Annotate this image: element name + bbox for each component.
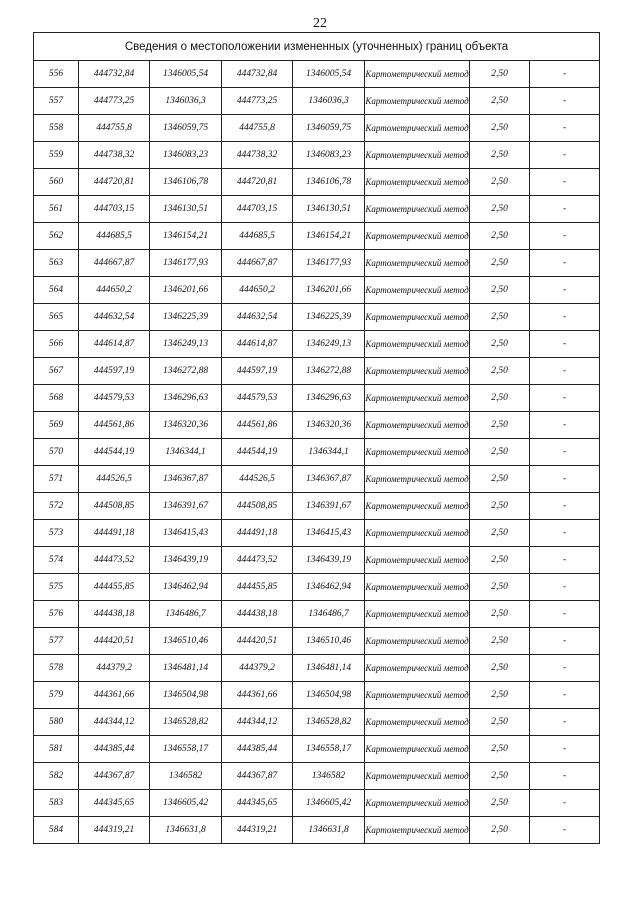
existing-x-cell: 444667,87 (79, 250, 150, 277)
accuracy-cell: 2,50 (470, 304, 530, 331)
existing-y-cell: 1346225,39 (150, 304, 222, 331)
new-y-cell: 1346415,43 (293, 520, 365, 547)
table-row (34, 331, 600, 358)
point-number-cell: 565 (34, 304, 79, 331)
method-cell: Картометрический метод (365, 142, 470, 169)
accuracy-cell: 2,50 (470, 331, 530, 358)
method-cell: Картометрический метод (365, 547, 470, 574)
new-x-cell: 444720,81 (222, 169, 293, 196)
existing-x-cell: 444385,44 (79, 736, 150, 763)
existing-y-cell: 1346558,17 (150, 736, 222, 763)
note-cell: - (530, 601, 600, 628)
note-cell: - (530, 412, 600, 439)
point-number-cell: 582 (34, 763, 79, 790)
new-x-cell: 444319,21 (222, 817, 293, 844)
note-cell: - (530, 709, 600, 736)
accuracy-cell: 2,50 (470, 439, 530, 466)
accuracy-cell: 2,50 (470, 412, 530, 439)
table-title-row (34, 33, 600, 61)
existing-x-cell: 444345,65 (79, 790, 150, 817)
existing-y-cell: 1346320,36 (150, 412, 222, 439)
new-x-cell: 444345,65 (222, 790, 293, 817)
accuracy-cell: 2,50 (470, 574, 530, 601)
existing-x-cell: 444738,32 (79, 142, 150, 169)
note-cell: - (530, 169, 600, 196)
existing-y-cell: 1346106,78 (150, 169, 222, 196)
existing-x-cell: 444579,53 (79, 385, 150, 412)
accuracy-cell: 2,50 (470, 547, 530, 574)
existing-x-cell: 444773,25 (79, 88, 150, 115)
new-y-cell: 1346154,21 (293, 223, 365, 250)
point-number-cell: 583 (34, 790, 79, 817)
existing-y-cell: 1346036,3 (150, 88, 222, 115)
accuracy-cell: 2,50 (470, 223, 530, 250)
existing-y-cell: 1346528,82 (150, 709, 222, 736)
method-cell: Картометрический метод (365, 709, 470, 736)
note-cell: - (530, 196, 600, 223)
accuracy-cell: 2,50 (470, 493, 530, 520)
existing-x-cell: 444703,15 (79, 196, 150, 223)
new-y-cell: 1346059,75 (293, 115, 365, 142)
table-row (34, 601, 600, 628)
boundary-coordinates-table (33, 32, 600, 844)
accuracy-cell: 2,50 (470, 385, 530, 412)
accuracy-cell: 2,50 (470, 277, 530, 304)
method-cell: Картометрический метод (365, 412, 470, 439)
new-x-cell: 444473,52 (222, 547, 293, 574)
new-y-cell: 1346320,36 (293, 412, 365, 439)
note-cell: - (530, 304, 600, 331)
method-cell: Картометрический метод (365, 817, 470, 844)
method-cell: Картометрический метод (365, 790, 470, 817)
point-number-cell: 558 (34, 115, 79, 142)
existing-y-cell: 1346005,54 (150, 61, 222, 88)
method-cell: Картометрический метод (365, 61, 470, 88)
accuracy-cell: 2,50 (470, 250, 530, 277)
new-x-cell: 444597,19 (222, 358, 293, 385)
new-y-cell: 1346344,1 (293, 439, 365, 466)
table-row (34, 709, 600, 736)
table-row (34, 547, 600, 574)
new-x-cell: 444632,54 (222, 304, 293, 331)
new-x-cell: 444773,25 (222, 88, 293, 115)
existing-x-cell: 444526,5 (79, 466, 150, 493)
new-x-cell: 444420,51 (222, 628, 293, 655)
existing-x-cell: 444361,66 (79, 682, 150, 709)
table-row (34, 250, 600, 277)
existing-y-cell: 1346631,8 (150, 817, 222, 844)
existing-x-cell: 444561,86 (79, 412, 150, 439)
note-cell: - (530, 250, 600, 277)
point-number-cell: 579 (34, 682, 79, 709)
new-x-cell: 444491,18 (222, 520, 293, 547)
new-x-cell: 444579,53 (222, 385, 293, 412)
accuracy-cell: 2,50 (470, 466, 530, 493)
new-y-cell: 1346272,88 (293, 358, 365, 385)
table-row (34, 358, 600, 385)
method-cell: Картометрический метод (365, 331, 470, 358)
point-number-cell: 566 (34, 331, 79, 358)
method-cell: Картометрический метод (365, 358, 470, 385)
method-cell: Картометрический метод (365, 196, 470, 223)
table-row (34, 466, 600, 493)
existing-y-cell: 1346391,67 (150, 493, 222, 520)
new-x-cell: 444738,32 (222, 142, 293, 169)
table-row (34, 493, 600, 520)
new-y-cell: 1346083,23 (293, 142, 365, 169)
point-number-cell: 559 (34, 142, 79, 169)
method-cell: Картометрический метод (365, 250, 470, 277)
new-x-cell: 444561,86 (222, 412, 293, 439)
existing-y-cell: 1346249,13 (150, 331, 222, 358)
existing-y-cell: 1346201,66 (150, 277, 222, 304)
point-number-cell: 573 (34, 520, 79, 547)
table-row (34, 304, 600, 331)
existing-x-cell: 444455,85 (79, 574, 150, 601)
table-row (34, 655, 600, 682)
note-cell: - (530, 277, 600, 304)
note-cell: - (530, 142, 600, 169)
accuracy-cell: 2,50 (470, 115, 530, 142)
existing-y-cell: 1346059,75 (150, 115, 222, 142)
method-cell: Картометрический метод (365, 385, 470, 412)
new-y-cell: 1346296,63 (293, 385, 365, 412)
note-cell: - (530, 88, 600, 115)
note-cell: - (530, 790, 600, 817)
point-number-cell: 569 (34, 412, 79, 439)
existing-y-cell: 1346439,19 (150, 547, 222, 574)
new-y-cell: 1346391,67 (293, 493, 365, 520)
method-cell: Картометрический метод (365, 601, 470, 628)
accuracy-cell: 2,50 (470, 790, 530, 817)
existing-x-cell: 444379,2 (79, 655, 150, 682)
existing-x-cell: 444755,8 (79, 115, 150, 142)
new-y-cell: 1346439,19 (293, 547, 365, 574)
existing-x-cell: 444614,87 (79, 331, 150, 358)
note-cell: - (530, 385, 600, 412)
existing-y-cell: 1346486,7 (150, 601, 222, 628)
accuracy-cell: 2,50 (470, 817, 530, 844)
note-cell: - (530, 763, 600, 790)
table-row (34, 736, 600, 763)
note-cell: - (530, 655, 600, 682)
new-x-cell: 444361,66 (222, 682, 293, 709)
table-row (34, 277, 600, 304)
table-row (34, 115, 600, 142)
method-cell: Картометрический метод (365, 574, 470, 601)
method-cell: Картометрический метод (365, 682, 470, 709)
existing-x-cell: 444544,19 (79, 439, 150, 466)
new-x-cell: 444614,87 (222, 331, 293, 358)
point-number-cell: 581 (34, 736, 79, 763)
existing-y-cell: 1346367,87 (150, 466, 222, 493)
note-cell: - (530, 61, 600, 88)
new-x-cell: 444438,18 (222, 601, 293, 628)
new-x-cell: 444455,85 (222, 574, 293, 601)
method-cell: Картометрический метод (365, 763, 470, 790)
existing-y-cell: 1346605,42 (150, 790, 222, 817)
method-cell: Картометрический метод (365, 466, 470, 493)
table-body (34, 33, 600, 844)
new-y-cell: 1346510,46 (293, 628, 365, 655)
new-y-cell: 1346225,39 (293, 304, 365, 331)
existing-y-cell: 1346296,63 (150, 385, 222, 412)
note-cell: - (530, 331, 600, 358)
accuracy-cell: 2,50 (470, 196, 530, 223)
existing-y-cell: 1346415,43 (150, 520, 222, 547)
new-y-cell: 1346631,8 (293, 817, 365, 844)
point-number-cell: 576 (34, 601, 79, 628)
existing-x-cell: 444473,52 (79, 547, 150, 574)
table-row (34, 196, 600, 223)
point-number-cell: 580 (34, 709, 79, 736)
existing-y-cell: 1346481,14 (150, 655, 222, 682)
new-y-cell: 1346504,98 (293, 682, 365, 709)
note-cell: - (530, 682, 600, 709)
note-cell: - (530, 520, 600, 547)
new-y-cell: 1346106,78 (293, 169, 365, 196)
existing-y-cell: 1346272,88 (150, 358, 222, 385)
new-x-cell: 444755,8 (222, 115, 293, 142)
method-cell: Картометрический метод (365, 520, 470, 547)
table-row (34, 574, 600, 601)
point-number-cell: 572 (34, 493, 79, 520)
note-cell: - (530, 115, 600, 142)
page-number: 22 (313, 16, 327, 31)
existing-y-cell: 1346462,94 (150, 574, 222, 601)
new-y-cell: 1346605,42 (293, 790, 365, 817)
method-cell: Картометрический метод (365, 493, 470, 520)
point-number-cell: 567 (34, 358, 79, 385)
existing-x-cell: 444491,18 (79, 520, 150, 547)
new-y-cell: 1346367,87 (293, 466, 365, 493)
accuracy-cell: 2,50 (470, 682, 530, 709)
existing-y-cell: 1346504,98 (150, 682, 222, 709)
accuracy-cell: 2,50 (470, 763, 530, 790)
method-cell: Картометрический метод (365, 277, 470, 304)
existing-y-cell: 1346510,46 (150, 628, 222, 655)
note-cell: - (530, 358, 600, 385)
method-cell: Картометрический метод (365, 169, 470, 196)
existing-x-cell: 444650,2 (79, 277, 150, 304)
method-cell: Картометрический метод (365, 736, 470, 763)
existing-x-cell: 444438,18 (79, 601, 150, 628)
existing-x-cell: 444597,19 (79, 358, 150, 385)
table-row (34, 412, 600, 439)
accuracy-cell: 2,50 (470, 169, 530, 196)
existing-y-cell: 1346344,1 (150, 439, 222, 466)
note-cell: - (530, 574, 600, 601)
table-row (34, 142, 600, 169)
new-x-cell: 444650,2 (222, 277, 293, 304)
point-number-cell: 563 (34, 250, 79, 277)
new-x-cell: 444732,84 (222, 61, 293, 88)
point-number-cell: 575 (34, 574, 79, 601)
note-cell: - (530, 466, 600, 493)
method-cell: Картометрический метод (365, 439, 470, 466)
table-row (34, 439, 600, 466)
note-cell: - (530, 628, 600, 655)
new-y-cell: 1346462,94 (293, 574, 365, 601)
accuracy-cell: 2,50 (470, 142, 530, 169)
existing-x-cell: 444508,85 (79, 493, 150, 520)
table-row (34, 385, 600, 412)
new-x-cell: 444367,87 (222, 763, 293, 790)
new-x-cell: 444667,87 (222, 250, 293, 277)
existing-x-cell: 444367,87 (79, 763, 150, 790)
point-number-cell: 568 (34, 385, 79, 412)
existing-y-cell: 1346177,93 (150, 250, 222, 277)
existing-x-cell: 444720,81 (79, 169, 150, 196)
table-row (34, 817, 600, 844)
existing-x-cell: 444632,54 (79, 304, 150, 331)
new-y-cell: 1346036,3 (293, 88, 365, 115)
method-cell: Картометрический метод (365, 88, 470, 115)
existing-y-cell: 1346130,51 (150, 196, 222, 223)
new-x-cell: 444379,2 (222, 655, 293, 682)
point-number-cell: 557 (34, 88, 79, 115)
new-y-cell: 1346201,66 (293, 277, 365, 304)
new-x-cell: 444385,44 (222, 736, 293, 763)
method-cell: Картометрический метод (365, 304, 470, 331)
new-y-cell: 1346130,51 (293, 196, 365, 223)
accuracy-cell: 2,50 (470, 520, 530, 547)
point-number-cell: 562 (34, 223, 79, 250)
table-row (34, 682, 600, 709)
existing-x-cell: 444685,5 (79, 223, 150, 250)
note-cell: - (530, 493, 600, 520)
point-number-cell: 574 (34, 547, 79, 574)
point-number-cell: 584 (34, 817, 79, 844)
existing-x-cell: 444344,12 (79, 709, 150, 736)
table-row (34, 520, 600, 547)
existing-x-cell: 444732,84 (79, 61, 150, 88)
existing-y-cell: 1346083,23 (150, 142, 222, 169)
accuracy-cell: 2,50 (470, 709, 530, 736)
table-row (34, 169, 600, 196)
existing-x-cell: 444420,51 (79, 628, 150, 655)
existing-y-cell: 1346154,21 (150, 223, 222, 250)
new-y-cell: 1346486,7 (293, 601, 365, 628)
new-y-cell: 1346481,14 (293, 655, 365, 682)
table-row (34, 790, 600, 817)
method-cell: Картометрический метод (365, 655, 470, 682)
new-x-cell: 444685,5 (222, 223, 293, 250)
point-number-cell: 571 (34, 466, 79, 493)
table-row (34, 628, 600, 655)
table-row (34, 223, 600, 250)
note-cell: - (530, 439, 600, 466)
accuracy-cell: 2,50 (470, 61, 530, 88)
new-x-cell: 444526,5 (222, 466, 293, 493)
point-number-cell: 560 (34, 169, 79, 196)
method-cell: Картометрический метод (365, 628, 470, 655)
accuracy-cell: 2,50 (470, 358, 530, 385)
table-row (34, 763, 600, 790)
new-y-cell: 1346005,54 (293, 61, 365, 88)
new-x-cell: 444703,15 (222, 196, 293, 223)
method-cell: Картометрический метод (365, 115, 470, 142)
point-number-cell: 564 (34, 277, 79, 304)
new-x-cell: 444508,85 (222, 493, 293, 520)
method-cell: Картометрический метод (365, 223, 470, 250)
new-y-cell: 1346582 (293, 763, 365, 790)
note-cell: - (530, 223, 600, 250)
accuracy-cell: 2,50 (470, 601, 530, 628)
accuracy-cell: 2,50 (470, 88, 530, 115)
existing-x-cell: 444319,21 (79, 817, 150, 844)
accuracy-cell: 2,50 (470, 736, 530, 763)
note-cell: - (530, 547, 600, 574)
new-x-cell: 444344,12 (222, 709, 293, 736)
existing-y-cell: 1346582 (150, 763, 222, 790)
new-y-cell: 1346177,93 (293, 250, 365, 277)
new-x-cell: 444544,19 (222, 439, 293, 466)
new-y-cell: 1346558,17 (293, 736, 365, 763)
point-number-cell: 577 (34, 628, 79, 655)
point-number-cell: 570 (34, 439, 79, 466)
accuracy-cell: 2,50 (470, 655, 530, 682)
new-y-cell: 1346528,82 (293, 709, 365, 736)
accuracy-cell: 2,50 (470, 628, 530, 655)
new-y-cell: 1346249,13 (293, 331, 365, 358)
note-cell: - (530, 817, 600, 844)
table-row (34, 88, 600, 115)
point-number-cell: 556 (34, 61, 79, 88)
table-row (34, 61, 600, 88)
point-number-cell: 578 (34, 655, 79, 682)
table-title: Сведения о местоположении измененных (уточненных) границ объекта (34, 33, 600, 61)
point-number-cell: 561 (34, 196, 79, 223)
note-cell: - (530, 736, 600, 763)
